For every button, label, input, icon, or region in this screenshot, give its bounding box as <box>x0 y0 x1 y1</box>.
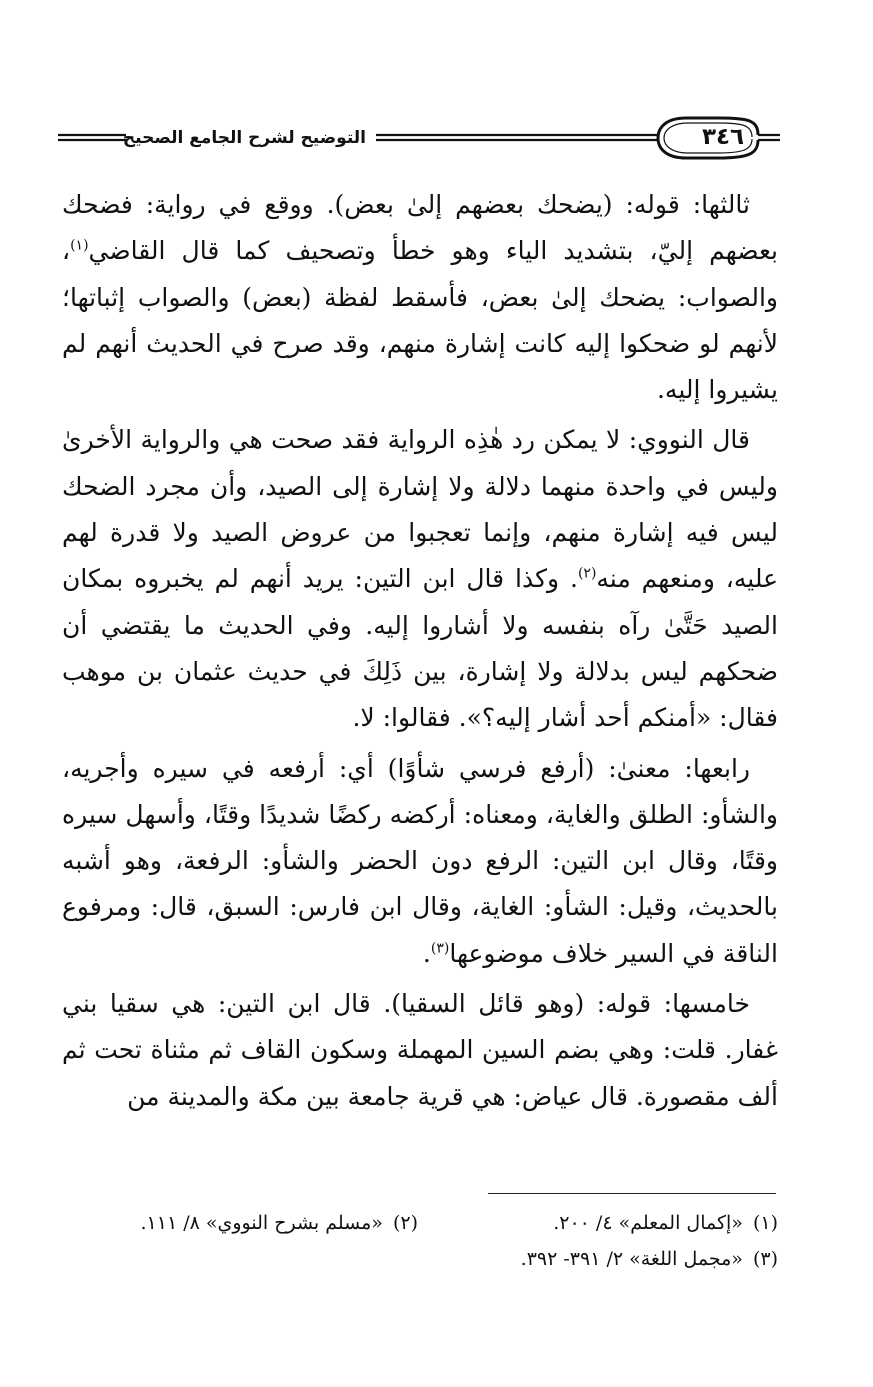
page-header <box>58 112 782 164</box>
footnote-item <box>418 1205 778 1241</box>
paragraph-text: . <box>422 938 431 968</box>
paragraph-text: قال النووي: لا يمكن رد هٰذِه الرواية فقد صحت هي والرواية الأخرىٰ وليس في واحدة منهما دلالة ولا إشارة إلى الصيد، وأن مجرد الضحك ليس فيه إشارة منهم، وإنما تعجبوا من عروض الصيد ولا قدرة لهم عليه، ومنعهم منه <box>62 425 779 594</box>
footnote-mark: (٢) <box>392 1212 418 1234</box>
page-number: ٣٤٦ <box>701 124 745 150</box>
paragraph <box>62 746 778 977</box>
footnote-reference: (٢) <box>577 566 597 583</box>
footnote-text: «إكمال المعلم» ٤/ ٢٠٠. <box>553 1212 743 1234</box>
paragraph-text: ثالثها: قوله: (يضحك بعضهم إلىٰ بعض). ووقع في رواية: فضحك بعضهم إليّ، بتشديد الياء وهو خطأ وتصحيف كما قال القاضي <box>62 190 778 266</box>
paragraph-text: . وكذا قال ابن التين: يريد أنهم لم يخبروه بمكان الصيد حَتَّىٰ رآه بنفسه ولا أشاروا إليه. وفي الحديث ما يقتضي أن ضحكهم ليس بدلالة ولا إشارة، بين ذَلِكَ في حديث عثمان بن موهب فقال: «أمنكم أحد أشار إليه؟». فقالوا: لا. <box>62 564 778 733</box>
footnote-reference: (٣) <box>430 940 450 957</box>
paragraph-text: ، والصواب: يضحك إلىٰ بعض، فأسقط لفظة (بعض) والصواب إثباتها؛ لأنهم لو ضحكوا إليه كانت إشارة منهم، وقد صرح في الحديث أنهم لم يشيروا إليه. <box>62 236 778 405</box>
footnote-separator <box>488 1193 776 1194</box>
main-text <box>62 182 778 1120</box>
paragraph-text: خامسها: قوله: (وهو قائل السقيا). قال ابن التين: هي سقيا بني غفار. قلت: وهي بضم السين المهملة وسكون القاف ثم مثناة تحت ثم ألف مقصورة. قال عياض: هي قرية جامعة بين مكة والمدينة من <box>62 989 778 1111</box>
paragraph <box>62 417 778 741</box>
paragraph <box>62 182 778 413</box>
footnote-text: «مسلم بشرح النووي» ٨/ ١١١. <box>140 1212 383 1234</box>
paragraph <box>62 981 778 1120</box>
footnote-row <box>62 1241 778 1277</box>
footnote-item <box>521 1241 778 1277</box>
footnote-mark: (١) <box>752 1212 778 1234</box>
footnotes <box>62 1205 778 1277</box>
footnote-mark: (٣) <box>752 1248 778 1270</box>
paragraph-text: رابعها: معنىٰ: (أرفع فرسي شأوًا) أي: أرفعه في سيره وأجريه، والشأو: الطلق والغاية، ومعناه: أركضه ركضًا شديدًا وقتًا، وأسهل سيره وقتًا، وقال ابن التين: الرفع دون الحضر والشأو: الرفعة، وهو أشبه بالحديث، وقيل: الشأو: الغاية، وقال ابن فارس: السبق، قال: ومرفوع الناقة في السير خلاف موضوعها <box>62 753 778 968</box>
footnote-item <box>141 1205 419 1241</box>
running-title: التوضيح لشرح الجامع الصحيح <box>122 128 366 148</box>
footnote-row <box>62 1205 778 1241</box>
footnote-reference: (١) <box>70 237 89 254</box>
footnote-text: «مجمل اللغة» ٢/ ٣٩١- ٣٩٢. <box>520 1248 743 1270</box>
